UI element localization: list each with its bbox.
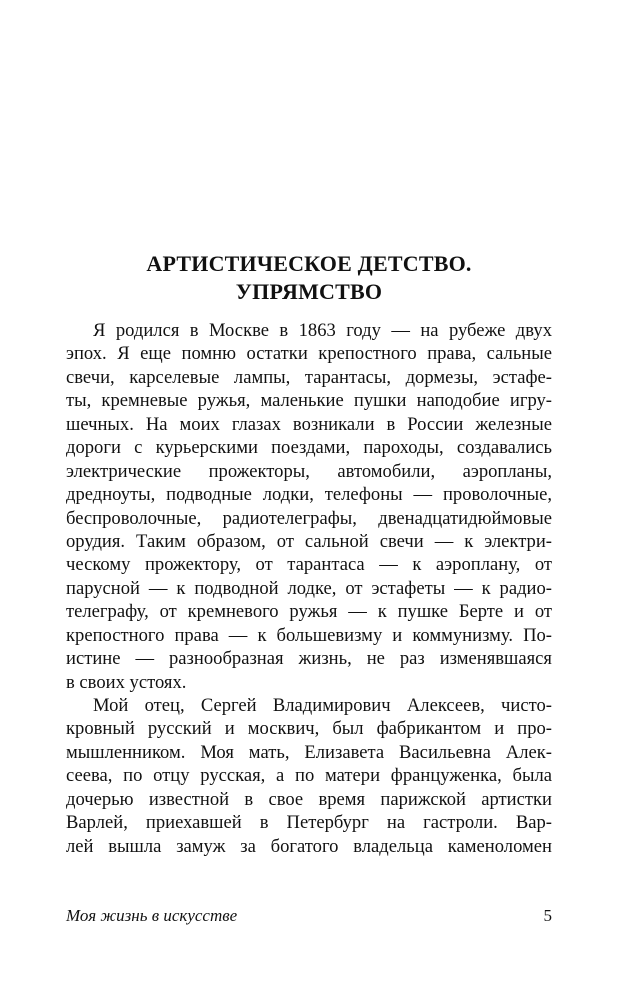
text-line: Мой отец, Сергей Владимирович Алексеев, чисто- — [93, 695, 552, 716]
chapter-title-line-1: АРТИСТИЧЕСКОЕ ДЕТСТВО. — [146, 251, 472, 276]
text-line: дороги с курьерскими поездами, пароходы, создавались — [66, 437, 552, 459]
chapter-title-line-2: УПРЯМСТВО — [235, 279, 383, 304]
text-line: лей вышла замуж за богатого владельца каменоломен — [66, 835, 552, 857]
text-line: мышленником. Моя мать, Елизавета Васильевна Алек- — [66, 741, 552, 763]
text-line: беспроволочные, радиотелеграфы, двенадцатидюймовые — [66, 507, 552, 529]
text-line: Варлей, приехавшей в Петербург на гастроли. Вар- — [66, 812, 552, 834]
text-line: истине — разнообразная жизнь, не раз изменявшаяся — [66, 648, 552, 670]
text-line: кровный русский и москвич, был фабрикантом и про- — [66, 718, 552, 740]
text-line: Я родился в Москве в 1863 году — на рубеже двух — [93, 320, 552, 341]
paragraph-2 — [66, 694, 552, 858]
text-line: орудия. Таким образом, от сальной свечи — к электри- — [66, 530, 552, 552]
body-text — [66, 319, 552, 858]
text-line: парусной — к подводной лодке, от эстафеты — к радио- — [66, 577, 552, 599]
page-number: 5 — [543, 906, 552, 925]
paragraph-1 — [66, 319, 552, 694]
text-line: крепостного права — к большевизму и коммунизму. По- — [66, 624, 552, 646]
text-line: дочерью известной в свое время парижской артистки — [66, 788, 552, 810]
page-footer — [66, 904, 552, 928]
text-line: ческому прожектору, от тарантаса — к аэроплану, от — [66, 554, 552, 576]
text-line: телеграфу, от кремневого ружья — к пушке Берте и от — [66, 601, 552, 623]
text-line: эпох. Я еще помню остатки крепостного права, сальные — [66, 343, 552, 365]
running-footer-title: Моя жизнь в искусстве — [66, 906, 238, 925]
text-line: дредноуты, подводные лодки, телефоны — проволочные, — [66, 484, 552, 506]
text-line: свечи, карселевые лампы, тарантасы, дормезы, эстафе- — [66, 366, 552, 388]
chapter-title — [66, 250, 552, 306]
text-line: шечных. На моих глазах возникали в России железные — [66, 413, 552, 435]
text-line: ты, кремневые ружья, маленькие пушки наподобие игру- — [66, 390, 552, 412]
text-line: сеева, по отцу русская, а по матери француженка, была — [66, 765, 552, 787]
text-line: электрические прожекторы, автомобили, аэропланы, — [66, 460, 552, 482]
text-line: в своих устоях. — [66, 671, 187, 693]
